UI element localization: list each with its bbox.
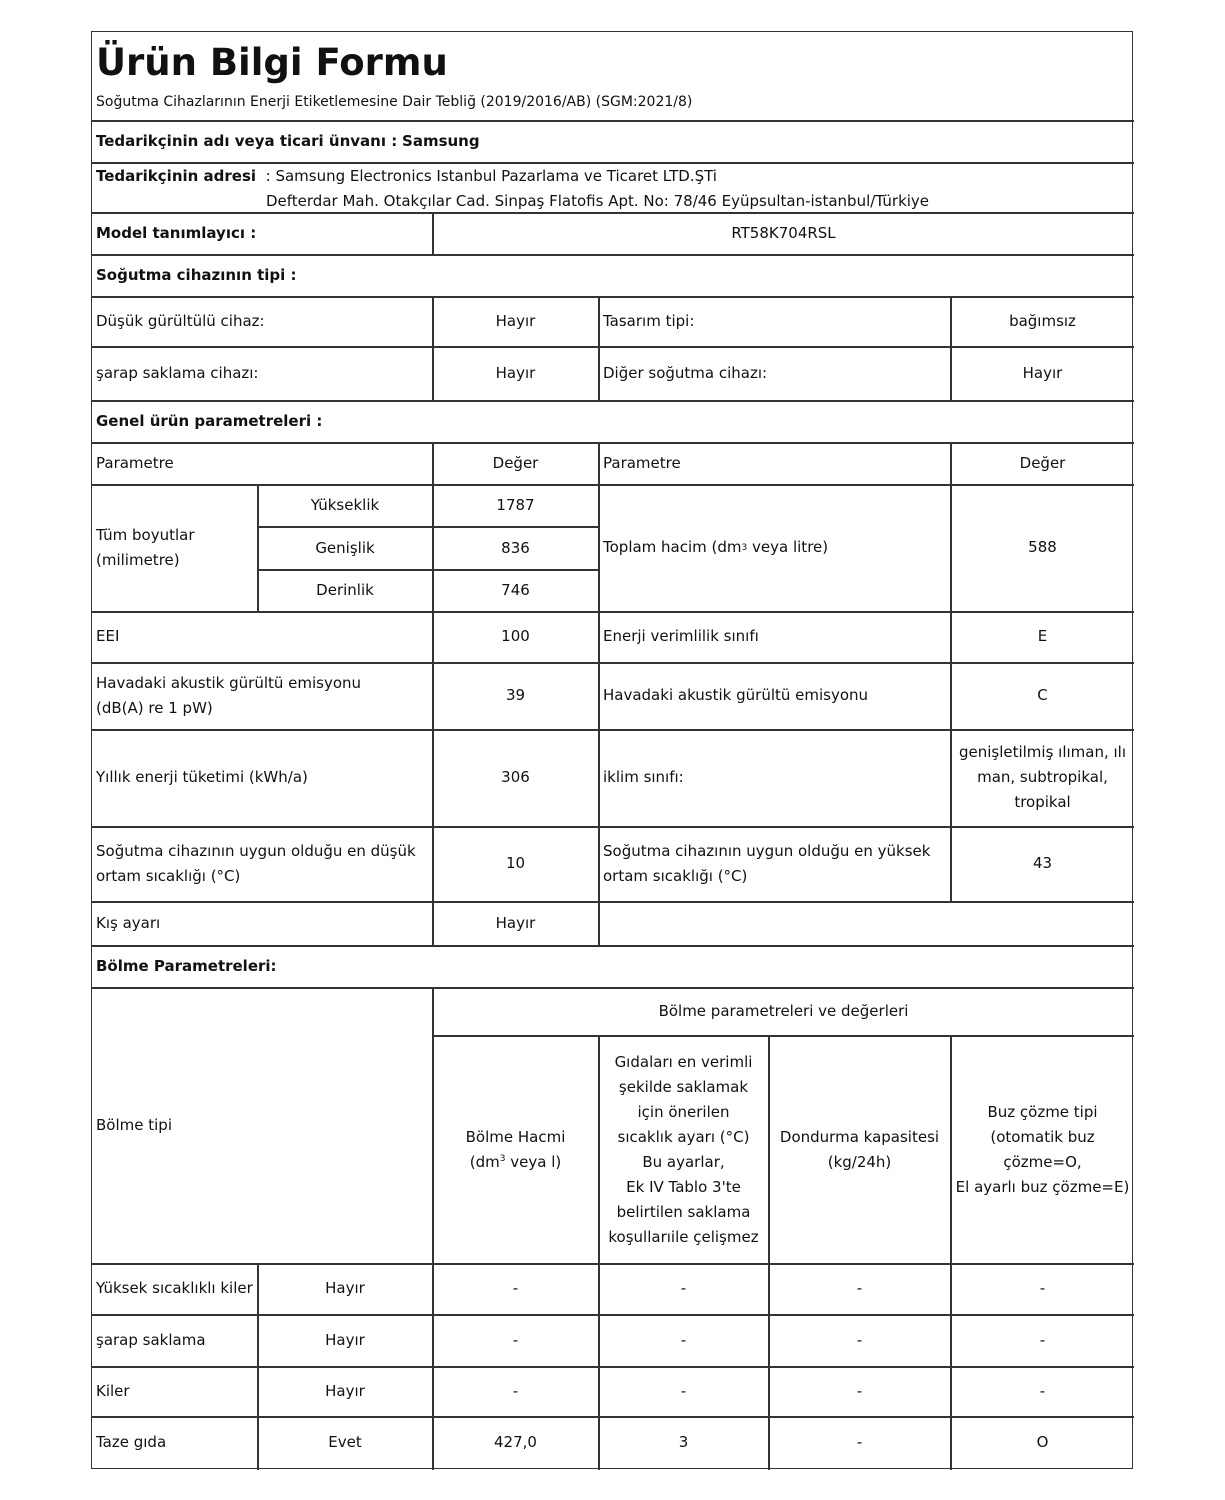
supplier-address-label: Tedarikçinin adresi	[96, 167, 257, 185]
compartment-row-freeze: -	[856, 1381, 863, 1400]
low-noise-value: Hayır	[495, 311, 536, 330]
noise-class-label: Havadaki akustik gürültü emisyonu	[603, 686, 869, 704]
compartment-row-present: Evet	[328, 1432, 362, 1451]
compartment-row-name: Kiler	[96, 1381, 130, 1400]
dimensions-label-line1: Tüm boyutlar	[96, 525, 195, 544]
total-volume-label: Toplam hacim (dm 3 veya litre)	[603, 538, 829, 556]
compartment-type-label: Bölme tipi	[96, 1115, 172, 1134]
compartment-row-volume: 427,0	[494, 1432, 537, 1451]
winter-setting-value: Hayır	[495, 913, 536, 932]
temp-setting-header: Gıdaları en verimli şekilde saklamak için önerilen sıcaklık ayarı (°C) Bu ayarlar, Ek IV Tablo 3'te belirtilen saklama koşullarıile çelişmez	[608, 1052, 759, 1246]
low-noise-label: Düşük gürültülü cihaz:	[96, 311, 265, 330]
compartment-params-header: Bölme parametreleri ve değerleri	[658, 1001, 909, 1020]
defrost-type-header: Buz çözme tipi (otomatik buz çözme=O, El ayarlı buz çözme=E)	[955, 1102, 1130, 1196]
compartment-row-defrost: -	[1039, 1279, 1046, 1297]
form-subtitle: Soğutma Cihazlarının Enerji Etiketlemesine Dair Tebliğ (2019/2016/AB) (SGM:2021/8)	[96, 94, 693, 110]
compartments-heading: Bölme Parametreleri:	[96, 956, 277, 975]
max-temp-label: Soğutma cihazının uygun olduğu en yüksek ortam sıcaklığı (°C)	[603, 841, 931, 885]
supplier-name-row	[92, 120, 1134, 162]
wine-storage-label: şarap saklama cihazı:	[96, 363, 259, 382]
min-temp-label: Soğutma cihazının uygun olduğu en düşük ortam sıcaklığı (°C)	[96, 841, 416, 885]
depth-label: Derinlik	[316, 581, 374, 599]
annual-energy-label: Yıllık enerji tüketimi (kWh/a)	[96, 768, 308, 786]
eei-label: EEI	[96, 627, 120, 645]
compartment-row-name: Yüksek sıcaklıklı kiler	[96, 1279, 253, 1297]
compartment-row-present: Hayır	[325, 1381, 365, 1400]
compartment-row-present: Hayır	[325, 1279, 365, 1297]
compartment-row-name: Taze gıda	[96, 1432, 167, 1451]
volume-header: Bölme Hacmi ($dm^3$ veya l)	[465, 1127, 566, 1171]
type-heading: Soğutma cihazının tipi :	[96, 265, 297, 284]
wine-storage-value: Hayır	[495, 363, 536, 382]
other-appliance-value: Hayır	[1022, 363, 1063, 382]
winter-setting-label: Kış ayarı	[96, 913, 161, 932]
dimensions-label	[92, 484, 257, 611]
max-temp-value: 43	[1032, 854, 1053, 872]
compartment-row-temp: -	[680, 1279, 687, 1297]
compartment-row-freeze: -	[856, 1432, 863, 1451]
compartment-row-volume: -	[512, 1381, 519, 1400]
energy-class-label: Enerji verimlilik sınıfı	[603, 627, 759, 645]
param-header: Parametre	[96, 453, 174, 472]
compartment-row-defrost: O	[1036, 1432, 1049, 1451]
noise-class-value: C	[1037, 686, 1048, 704]
height-label: Yükseklik	[310, 495, 380, 514]
width-label: Genişlik	[315, 538, 375, 557]
model-value: RT58K704RSL	[731, 223, 836, 242]
eei-value: 100	[501, 627, 530, 645]
supplier-name-label: Tedarikçinin adı veya ticari ünvanı :	[96, 131, 398, 150]
design-type-label: Tasarım tipi:	[603, 311, 695, 330]
total-volume-value: 588	[1028, 538, 1057, 556]
dimensions-label-line2: (milimetre)	[96, 550, 180, 569]
compartment-row-present: Hayır	[325, 1330, 365, 1349]
annual-energy-value: 306	[501, 768, 530, 786]
form-title: Ürün Bilgi Formu	[96, 41, 448, 84]
noise-label: Havadaki akustik gürültü emisyonu (dB(A) re 1 pW)	[96, 673, 362, 717]
compartment-row-temp: 3	[678, 1432, 689, 1451]
freezing-capacity-header: Dondurma kapasitesi (kg/24h)	[779, 1127, 940, 1171]
compartment-row-volume: -	[512, 1279, 519, 1297]
compartment-row-temp: -	[680, 1330, 687, 1349]
compartment-row-defrost: -	[1039, 1381, 1046, 1400]
compartment-row-freeze: -	[856, 1330, 863, 1349]
width-value: 836	[501, 538, 530, 557]
climate-class-label: iklim sınıfı:	[603, 768, 684, 786]
compartment-row-defrost: -	[1039, 1330, 1046, 1349]
compartment-row-volume: -	[512, 1330, 519, 1349]
compartment-row-freeze: -	[856, 1279, 863, 1297]
min-temp-value: 10	[505, 854, 526, 872]
model-label: Model tanımlayıcı :	[96, 223, 257, 242]
general-heading: Genel ürün parametreleri :	[96, 411, 323, 430]
compartment-row-name: şarap saklama	[96, 1330, 206, 1349]
other-appliance-label: Diğer soğutma cihazı:	[603, 363, 768, 382]
supplier-address-line1: Samsung Electronics Istanbul Pazarlama ve Ticaret LTD.ŞTi	[275, 167, 717, 185]
design-type-value: bağımsız	[1009, 311, 1076, 330]
height-value: 1787	[496, 495, 535, 514]
param-header: Parametre	[603, 453, 681, 472]
supplier-address-sep: :	[265, 167, 271, 185]
supplier-name-value: Samsung	[402, 131, 480, 150]
value-header: Değer	[492, 453, 539, 472]
value-header: Değer	[1019, 453, 1066, 472]
noise-value: 39	[505, 686, 526, 704]
compartment-row-temp: -	[680, 1381, 687, 1400]
depth-value: 746	[501, 581, 530, 599]
supplier-address-row	[96, 164, 929, 214]
energy-class-value: E	[1037, 627, 1048, 645]
climate-class-value: genişletilmiş ılıman, ılı man, subtropikal, tropikal	[958, 743, 1127, 811]
supplier-address-line2: Defterdar Mah. Otakçılar Cad. Sinpaş Flatofis Apt. No: 78/46 Eyüpsultan-istanbul/Türkiye	[266, 192, 930, 210]
product-info-form	[91, 31, 1133, 1469]
